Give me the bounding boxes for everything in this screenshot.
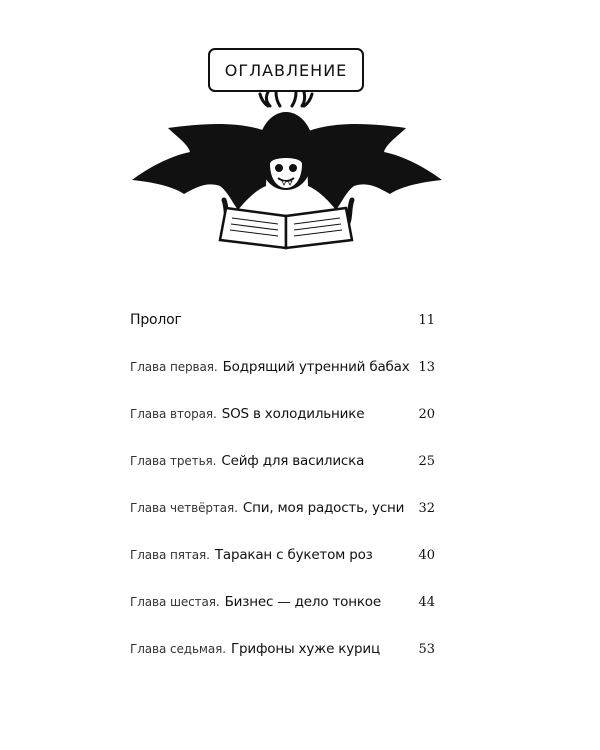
toc-entry-title <box>130 312 182 328</box>
page-number: 25 <box>418 454 435 469</box>
toc-entry-chapter-6[interactable] <box>130 594 435 641</box>
chapter-label: Глава третья. <box>130 454 217 468</box>
toc-entry-title <box>130 641 380 657</box>
page-number: 40 <box>418 548 435 563</box>
toc-entry-chapter-5[interactable] <box>130 547 435 594</box>
page-title: ОГЛАВЛЕНИЕ <box>224 60 348 80</box>
page-number: 20 <box>418 407 435 422</box>
title-sign <box>208 48 364 92</box>
chapter-label: Глава седьмая. <box>130 642 226 656</box>
toc-entry-title <box>130 547 373 563</box>
toc-entry-chapter-1[interactable] <box>130 359 435 406</box>
page-number: 44 <box>418 595 435 610</box>
chapter-name: Спи, моя радость, усни <box>242 500 405 516</box>
chapter-label: Глава пятая. <box>130 548 210 562</box>
page-number: 13 <box>418 360 435 375</box>
toc-entry-title <box>130 406 364 422</box>
chapter-name: Бодрящий утренний бабах <box>222 359 410 375</box>
toc-entry-title <box>130 594 381 610</box>
chapter-label: Глава четвёртая. <box>130 501 238 515</box>
chapter-name: Сейф для василиска <box>221 453 365 469</box>
page-number: 53 <box>418 642 435 657</box>
page-number: 32 <box>418 501 435 516</box>
page-number: 11 <box>418 313 435 328</box>
toc-entry-prolog[interactable] <box>130 312 435 359</box>
toc-entry-chapter-2[interactable] <box>130 406 435 453</box>
chapter-label: Глава шестая. <box>130 595 220 609</box>
toc-entry-chapter-7[interactable] <box>130 641 435 688</box>
toc-entry-title <box>130 359 410 375</box>
chapter-name: SOS в холодильнике <box>221 406 365 422</box>
header-emblem <box>128 40 488 255</box>
toc-entry-title <box>130 453 364 469</box>
toc-entry-chapter-4[interactable] <box>130 500 435 547</box>
chapter-label: Глава вторая. <box>130 407 217 421</box>
toc-entry-title <box>130 500 404 516</box>
chapter-name: Пролог <box>130 312 182 328</box>
chapter-name: Бизнес — дело тонкое <box>224 594 381 610</box>
table-of-contents <box>130 312 435 688</box>
chapter-name: Грифоны хуже куриц <box>230 641 380 657</box>
chapter-name: Таракан с букетом роз <box>214 547 373 563</box>
chapter-label: Глава первая. <box>130 360 218 374</box>
toc-entry-chapter-3[interactable] <box>130 453 435 500</box>
